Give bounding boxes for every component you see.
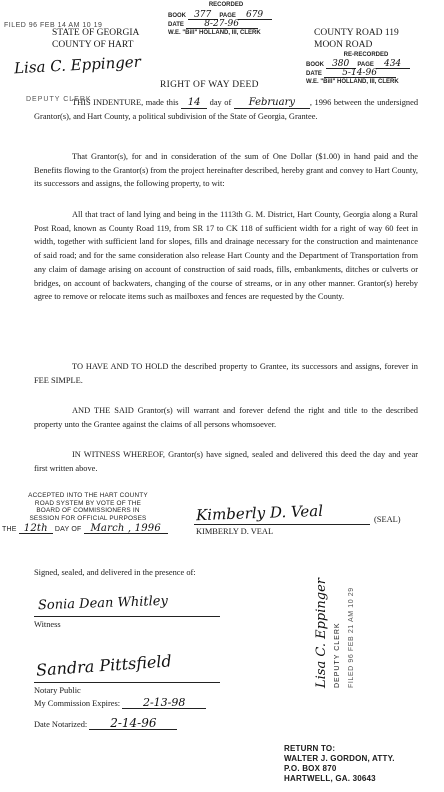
filed-stamp-top: FILED 96 FEB 14 AM 10 19: [4, 22, 103, 29]
return-to-name: WALTER J. GORDON, ATTY.: [284, 754, 395, 763]
date-label: DATE: [168, 22, 184, 28]
commission-label: My Commission Expires:: [34, 699, 121, 708]
witness-intro: Signed, sealed, and delivered in the presence of:: [34, 568, 196, 577]
book-label: BOOK: [306, 62, 324, 68]
acceptance-month-year: March , 1996: [84, 525, 168, 534]
acceptance-line-1: ACCEPTED INTO THE HART COUNTY: [28, 492, 148, 499]
witness-signature-line: [34, 616, 220, 617]
grantor-signature: Kimberly D. Veal: [195, 501, 324, 525]
acceptance-line-2: ROAD SYSTEM BY VOTE OF THE: [34, 499, 142, 507]
notary-label: Notary Public: [34, 686, 81, 695]
intro-month: February: [234, 98, 310, 109]
recording-stamp-1-date-row: [168, 21, 284, 29]
return-to-city: HARTWELL, GA. 30643: [284, 774, 376, 783]
date-value: 8-27-96: [186, 21, 258, 29]
paragraph-consideration: That Grantor(s), for and in consideration of the sum of One Dollar ($1.00) in hand paid and the Benefits flowing to the Grantor(s) from the project hereinafter described, hereby grant and convey to Hart County, its successors and assigns, the following property, to wit:: [34, 152, 418, 189]
deputy-clerk-label-side: DEPUTY CLERK: [334, 622, 341, 688]
filed-stamp-side-text: FILED 96 FEB 21 AM 10 29: [348, 587, 355, 688]
intro-day-of: day of: [209, 98, 232, 107]
page-value: 434: [376, 61, 410, 69]
date-notarized-value: 2-14-96: [89, 718, 177, 730]
paragraph-testimonium: IN WITNESS WHEREOF, Grantor(s) have signed, sealed and delivered this deed the day and year first written above.: [34, 450, 418, 473]
filed-stamp-side: [292, 570, 362, 700]
book-label: BOOK: [168, 13, 186, 19]
witness-label: Witness: [34, 620, 61, 629]
date-notarized-label: Date Notarized:: [34, 720, 88, 729]
acceptance-day: 12th: [19, 525, 53, 534]
recording-stamp-2-clerk: W.E. "Bill" HOLLAND, III, CLERK: [306, 79, 399, 85]
recording-stamp-2-title: RE-RECORDED: [343, 52, 389, 58]
intro-before-day: THIS INDENTURE, made this: [72, 98, 179, 107]
paragraph-warranty: AND THE SAID Grantor(s) will warrant and forever defend the right and title to the described property unto the Grantee against the claims of all persons whomsoever.: [34, 406, 418, 429]
acceptance-day-of: DAY OF: [54, 526, 82, 533]
notary-signature-line: [34, 682, 220, 683]
acceptance-line-4: SESSION FOR OFFICIAL PURPOSES: [29, 514, 147, 522]
acceptance-the: THE: [2, 526, 17, 533]
notary-signature: Sandra Pittsfield: [35, 651, 173, 680]
paragraph-habendum: TO HAVE AND TO HOLD the described property to Grantee, its successors and assigns, forever in FEE SIMPLE.: [34, 362, 418, 385]
recording-stamp-1-title: RECORDED: [208, 2, 244, 8]
recording-stamp-2-date-row: [306, 70, 426, 78]
intro-day: 14: [181, 98, 207, 109]
recording-stamp-1-clerk: W.E. "Bill" HOLLAND, III, CLERK: [168, 30, 261, 36]
deed-title: RIGHT OF WAY DEED: [160, 80, 259, 90]
grantor-signature-line: [194, 524, 370, 525]
paragraph-property-description: All that tract of land lying and being in the 1113th G. M. District, Hart County, Georgia along a Rural Post Road, known as County Road 119, from SR 17 to CK 118 of sufficient width for a right of way 60 feet in width, together with sufficient land for slopes, fills and drainage necessary for the construction and maintenance of said road; and for the same consideration also release Hart County and the Department of Transportation from any claim of damage arising on account of construction of said roads, fills, embankments, ditches or culverts or bridges, on account of backwaters, changing of the course of streams, or in any other manner. Grantor(s) hereby agree to remove or relocate items such as mailboxes and fences are requested by the County.: [34, 210, 418, 302]
acceptance-stamp: [2, 492, 174, 534]
header-road: COUNTY ROAD 119: [314, 28, 399, 38]
return-to-block: [284, 744, 395, 784]
recording-stamp-2: [306, 52, 426, 86]
date-value: 5-14-96: [324, 70, 396, 78]
header-state: STATE OF GEORGIA: [52, 28, 140, 38]
return-to-box: P.O. BOX 870: [284, 764, 337, 773]
clerk-signature-side: Lisa C. Eppinger: [314, 578, 329, 688]
header-road-name: MOON ROAD: [314, 40, 373, 50]
commission-row: [34, 697, 206, 711]
deputy-clerk-label-top: DEPUTY CLERK: [26, 96, 92, 103]
page-value: 679: [238, 12, 272, 20]
clerk-signature-top: Lisa C. Eppinger: [13, 52, 142, 78]
recording-stamp-1: [168, 2, 284, 37]
intro-paragraph: [34, 96, 418, 123]
date-notarized-row: [34, 718, 177, 732]
commission-value: 2-13-98: [122, 698, 206, 709]
acceptance-line-3: BOARD OF COMMISSIONERS IN: [36, 507, 140, 514]
header-county: COUNTY OF HART: [52, 40, 134, 50]
acceptance-date-row: [2, 525, 174, 534]
book-value: 380: [326, 61, 356, 69]
date-label: DATE: [306, 71, 322, 77]
page-label: PAGE: [219, 13, 236, 19]
book-value: 377: [188, 12, 218, 20]
witness-signature: Sonia Dean Whitley: [37, 593, 169, 614]
intro-after-month: , 1996 between the undersigned Grantor(s), and Hart County, a political subdivision of the State of Georgia, Grantee.: [34, 98, 419, 121]
return-to-label: RETURN TO:: [284, 744, 336, 753]
page-label: PAGE: [357, 62, 374, 68]
grantor-name: KIMBERLY D. VEAL: [196, 527, 274, 536]
grantor-seal: (SEAL): [374, 515, 401, 524]
